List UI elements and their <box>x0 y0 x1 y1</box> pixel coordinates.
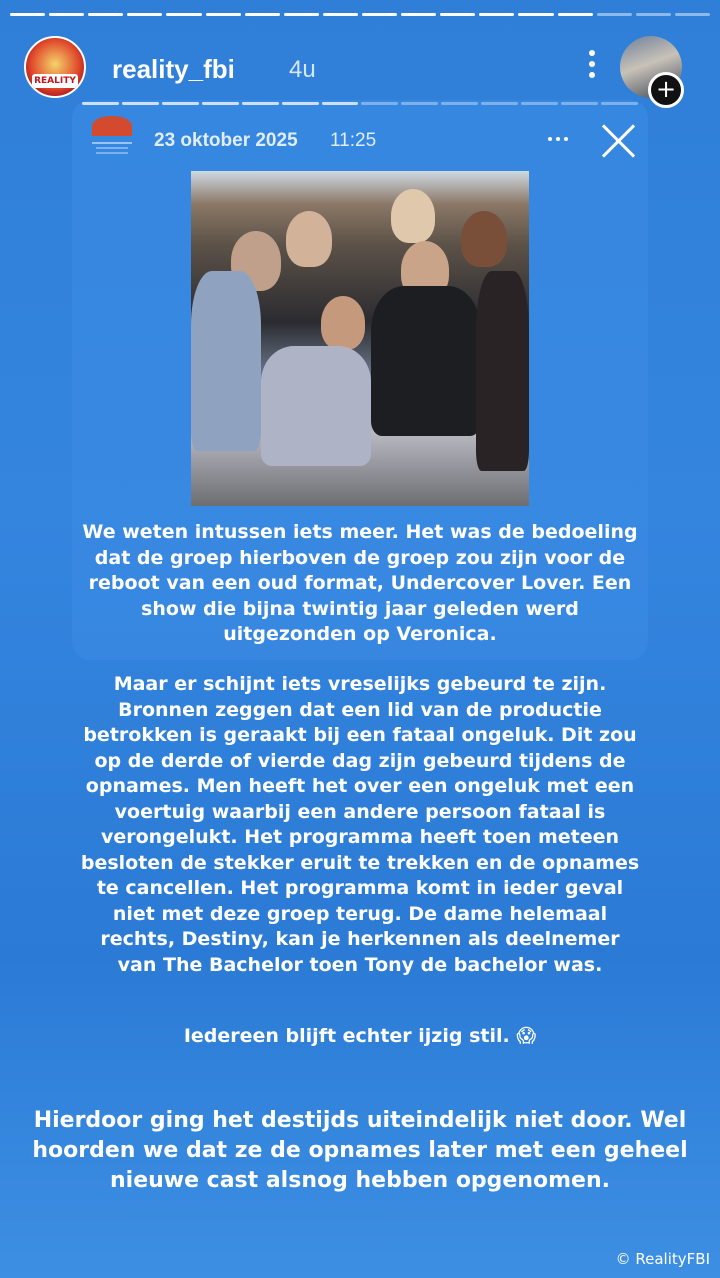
progress-segment <box>127 13 162 16</box>
plus-icon[interactable]: + <box>648 72 684 108</box>
story-text-paragraph-2: Maar er schijnt iets vreselijks gebeurd te zijn. Bronnen zeggen dat een lid van de productie betrokken is geraakt bij een fataal ongeluk. Dit zou op de derde of vierde dag zijn gebeurd tijdens de opnames. Men heeft het over een ongeluk met een voertuig waarbij een andere persoon fataal is verongelukt. Het programma heeft toen meteen besloten de stekker eruit te trekken en de opnames te cancellen. Het programma komt in ieder geval niet met deze groep terug. De dame helemaal rechts, Destiny, kan je herkennen als deelnemer van The Bachelor toen Tony de bachelor was. <box>80 673 640 976</box>
progress-segment <box>323 13 358 16</box>
username[interactable]: reality_fbi <box>112 54 235 84</box>
profile-avatar[interactable] <box>24 36 86 98</box>
progress-segment <box>166 13 201 16</box>
shared-post-time: 11:25 <box>330 130 377 151</box>
progress-segment <box>362 13 397 16</box>
story-progress-bar <box>10 13 710 17</box>
progress-segment <box>440 13 475 16</box>
story-text-paragraph-3: Iedereen blijft echter ijzig stil. 😱 <box>183 1025 537 1047</box>
progress-segment <box>284 13 319 16</box>
story-header <box>24 36 700 103</box>
progress-segment <box>597 13 632 16</box>
progress-segment <box>88 13 123 16</box>
shared-post-avatar[interactable] <box>88 116 136 164</box>
avatar-logo-text: REALITY <box>32 74 78 88</box>
story-text-paragraph-1: We weten intussen iets meer. Het was de bedoeling dat de groep hierboven de groep zou zijn voor de reboot van een oud format, Undercover Lover. Een show die bijna twintig jaar geleden werd uitgezonden op Veronica. <box>82 521 638 645</box>
group-photo <box>191 171 529 506</box>
shared-post-date: 23 oktober 2025 <box>154 130 298 151</box>
post-time: 4u <box>289 56 316 83</box>
progress-segment <box>636 13 671 16</box>
progress-segment <box>401 13 436 16</box>
progress-segment <box>558 13 593 16</box>
story-text-bottom: Hierdoor ging het destijds uiteindelijk niet door. Wel hoorden we dat ze de opnames later met een geheel nieuwe cast alsnog hebben opgenomen. <box>32 1108 688 1193</box>
progress-segment <box>675 13 710 16</box>
progress-segment <box>49 13 84 16</box>
progress-segment <box>10 13 45 16</box>
progress-segment <box>245 13 280 16</box>
three-dots-horizontal-icon[interactable] <box>548 137 568 141</box>
close-icon[interactable] <box>600 122 638 160</box>
progress-segment <box>518 13 553 16</box>
progress-segment <box>479 13 514 16</box>
progress-segment <box>206 13 241 16</box>
shared-post-progress <box>82 102 638 105</box>
three-dots-vertical-icon[interactable] <box>586 46 598 86</box>
watermark: © RealityFBI <box>615 1250 710 1268</box>
